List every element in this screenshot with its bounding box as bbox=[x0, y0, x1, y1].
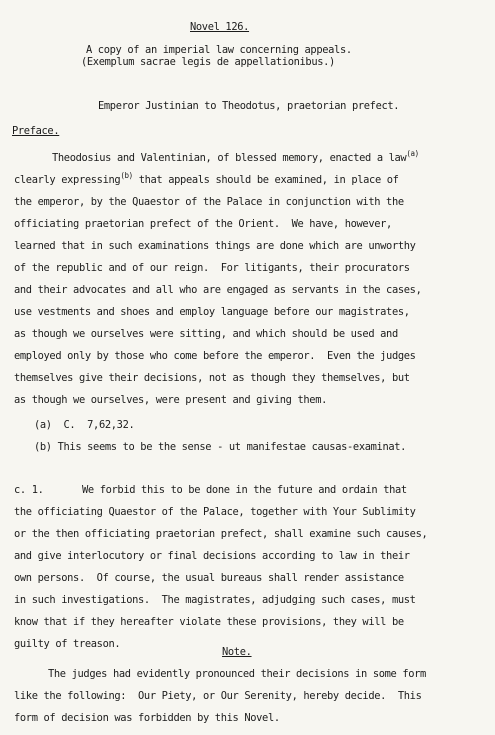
preface-line-8: use vestments and shoes and employ language before our magistrates, bbox=[14, 306, 410, 318]
preface-heading: Preface. bbox=[12, 125, 60, 137]
chapter-1-line-1: We forbid this to be done in the future and ordain that bbox=[82, 484, 407, 496]
footnote-ref-a: (a) bbox=[406, 149, 419, 158]
preface-line-1: Theodosius and Valentinian, of blessed memory, enacted a law$^{(a)}$ bbox=[52, 149, 419, 164]
chapter-1-line-7: know that if they hereafter violate these provisions, they will be bbox=[14, 616, 404, 628]
preface-line-6: of the republic and of our reign. For litigants, their procurators bbox=[14, 262, 410, 274]
chapter-1-line-2: the officiating Quaestor of the Palace, together with Your Sublimity bbox=[14, 506, 416, 518]
chapter-1-line-4: and give interlocutory or final decisions according to law in their bbox=[14, 550, 410, 562]
footnote-text-b: This seems to be the sense - ut manifestae causas-examinat. bbox=[57, 441, 407, 453]
footnote-b bbox=[34, 441, 406, 453]
document-title: Novel 126. bbox=[190, 21, 250, 33]
note-line-2: like the following: Our Piety, or Our Serenity, hereby decide. This bbox=[14, 690, 422, 702]
footnote-ref-b: (b) bbox=[120, 171, 133, 180]
address-line: Emperor Justinian to Theodotus, praetorian prefect. bbox=[98, 100, 400, 112]
note-heading: Note. bbox=[222, 646, 252, 658]
preface-line-5: learned that in such examinations things are done which are unworthy bbox=[14, 240, 416, 252]
chapter-1-line-6: in such investigations. The magistrates, adjudging such cases, must bbox=[14, 594, 416, 606]
preface-line-4: officiating praetorian prefect of the Orient. We have, however, bbox=[14, 218, 392, 230]
footnote-mark-a: (a) bbox=[34, 419, 52, 431]
preface-line-3: the emperor, by the Quaestor of the Palace in conjunction with the bbox=[14, 196, 404, 208]
footnote-mark-b: (b) bbox=[34, 441, 52, 453]
subtitle-english: A copy of an imperial law concerning appeals. bbox=[86, 44, 352, 56]
footnote-text-a: C. 7,62,32. bbox=[63, 419, 135, 431]
preface-line-11: themselves give their decisions, not as though they themselves, but bbox=[14, 372, 410, 384]
chapter-1-line-8: guilty of treason. bbox=[14, 638, 121, 650]
footnote-a bbox=[34, 419, 134, 431]
chapter-1-label: c. 1. bbox=[14, 484, 44, 496]
preface-line-12: as though we ourselves, were present and giving them. bbox=[14, 394, 328, 406]
chapter-1-line-3: or the then officiating praetorian prefect, shall examine such causes, bbox=[14, 528, 428, 540]
preface-line-7: and their advocates and all who are engaged as servants in the cases, bbox=[14, 284, 422, 296]
preface-line-9: as though we ourselves were sitting, and which should be used and bbox=[14, 328, 398, 340]
chapter-1-line-5: own persons. Of course, the usual bureaus shall render assistance bbox=[14, 572, 404, 584]
note-line-1: The judges had evidently pronounced their decisions in some form bbox=[48, 668, 426, 680]
preface-line-10: employed only by those who come before the emperor. Even the judges bbox=[14, 350, 416, 362]
subtitle-latin: (Exemplum sacrae legis de appellationibus.) bbox=[81, 56, 335, 68]
preface-line-2: clearly expressing$^{(b)}$ that appeals should be examined, in place of bbox=[14, 171, 399, 186]
note-line-3: form of decision was forbidden by this Novel. bbox=[14, 712, 280, 724]
